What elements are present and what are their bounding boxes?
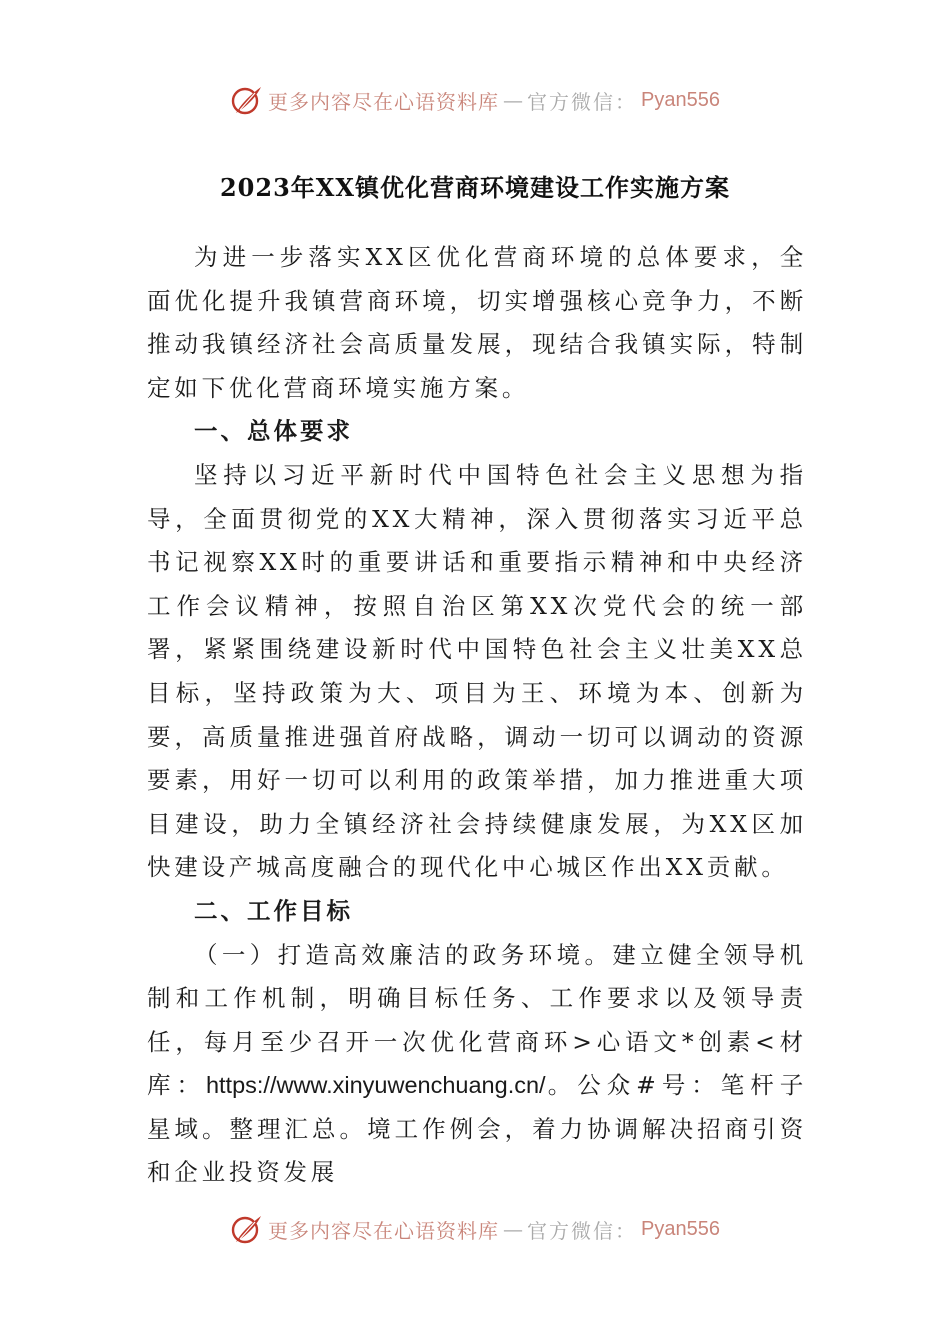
banner-separator: — bbox=[503, 1217, 524, 1241]
header-banner bbox=[0, 78, 950, 122]
quill-logo-icon bbox=[230, 83, 264, 117]
section-heading-overall-requirements: 一、总体要求 bbox=[194, 417, 353, 446]
work-goals-item-1-text: （一）打造高效廉洁的政务环境。建立健全领导机制和工作机制，明确目标任务、工作要求以及领导责任，每月至少召开一次优化营商环>心语文*创素<材库： bbox=[147, 940, 807, 1100]
work-goals-item-1 bbox=[147, 934, 807, 1196]
footer-banner bbox=[0, 1207, 950, 1251]
section-heading-work-goals: 二、工作目标 bbox=[194, 896, 353, 925]
banner-contact-label: 官方微信： bbox=[527, 1218, 638, 1243]
document-title: 2023年XX镇优化营商环境建设工作实施方案 bbox=[219, 173, 731, 202]
intro-paragraph: 为进一步落实XX区优化营商环境的总体要求，全面优化提升我镇营商环境，切实增强核心竞争力，不断推动我镇经济社会高质量发展，现结合我镇实际，特制定如下优化营商环境实施方案。 bbox=[147, 243, 807, 402]
document-body bbox=[147, 236, 807, 1195]
banner-contact-id: Pyan556 bbox=[641, 88, 720, 111]
banner-contact-id: Pyan556 bbox=[641, 1217, 720, 1240]
banner-slogan: 更多内容尽在心语资料库 bbox=[268, 1218, 500, 1243]
banner-separator: — bbox=[503, 88, 524, 112]
work-goals-item-1-continued: 。公众#号：笔杆子星域。整理汇总。境工作例会，着力协调解决招商引资和企业投资发展 bbox=[147, 1071, 808, 1187]
quill-logo-icon bbox=[230, 1212, 264, 1246]
overall-requirements-paragraph: 坚持以习近平新时代中国特色社会主义思想为指导，全面贯彻党的XX大精神，深入贯彻落实习近平总书记视察XX时的重要讲话和重要指示精神和中央经济工作会议精神，按照自治区第XX次党代会的统一部署，紧紧围绕建设新时代中国特色社会主义壮美XX总目标，坚持政策为大、项目为王、环境为本、创新为要，高质量推进强首府战略，调动一切可以调动的资源要素，用好一切可以利用的政策举措，加力推进重大项目建设，助力全镇经济社会持续健康发展，为XX区加快建设产城高度融合的现代化中心城区作出XX贡献。 bbox=[147, 460, 807, 882]
resource-url-link[interactable]: https://www.xinyuwenchuang.cn/ bbox=[205, 1072, 546, 1099]
banner-contact-label: 官方微信： bbox=[527, 89, 638, 114]
banner-slogan: 更多内容尽在心语资料库 bbox=[268, 89, 500, 114]
